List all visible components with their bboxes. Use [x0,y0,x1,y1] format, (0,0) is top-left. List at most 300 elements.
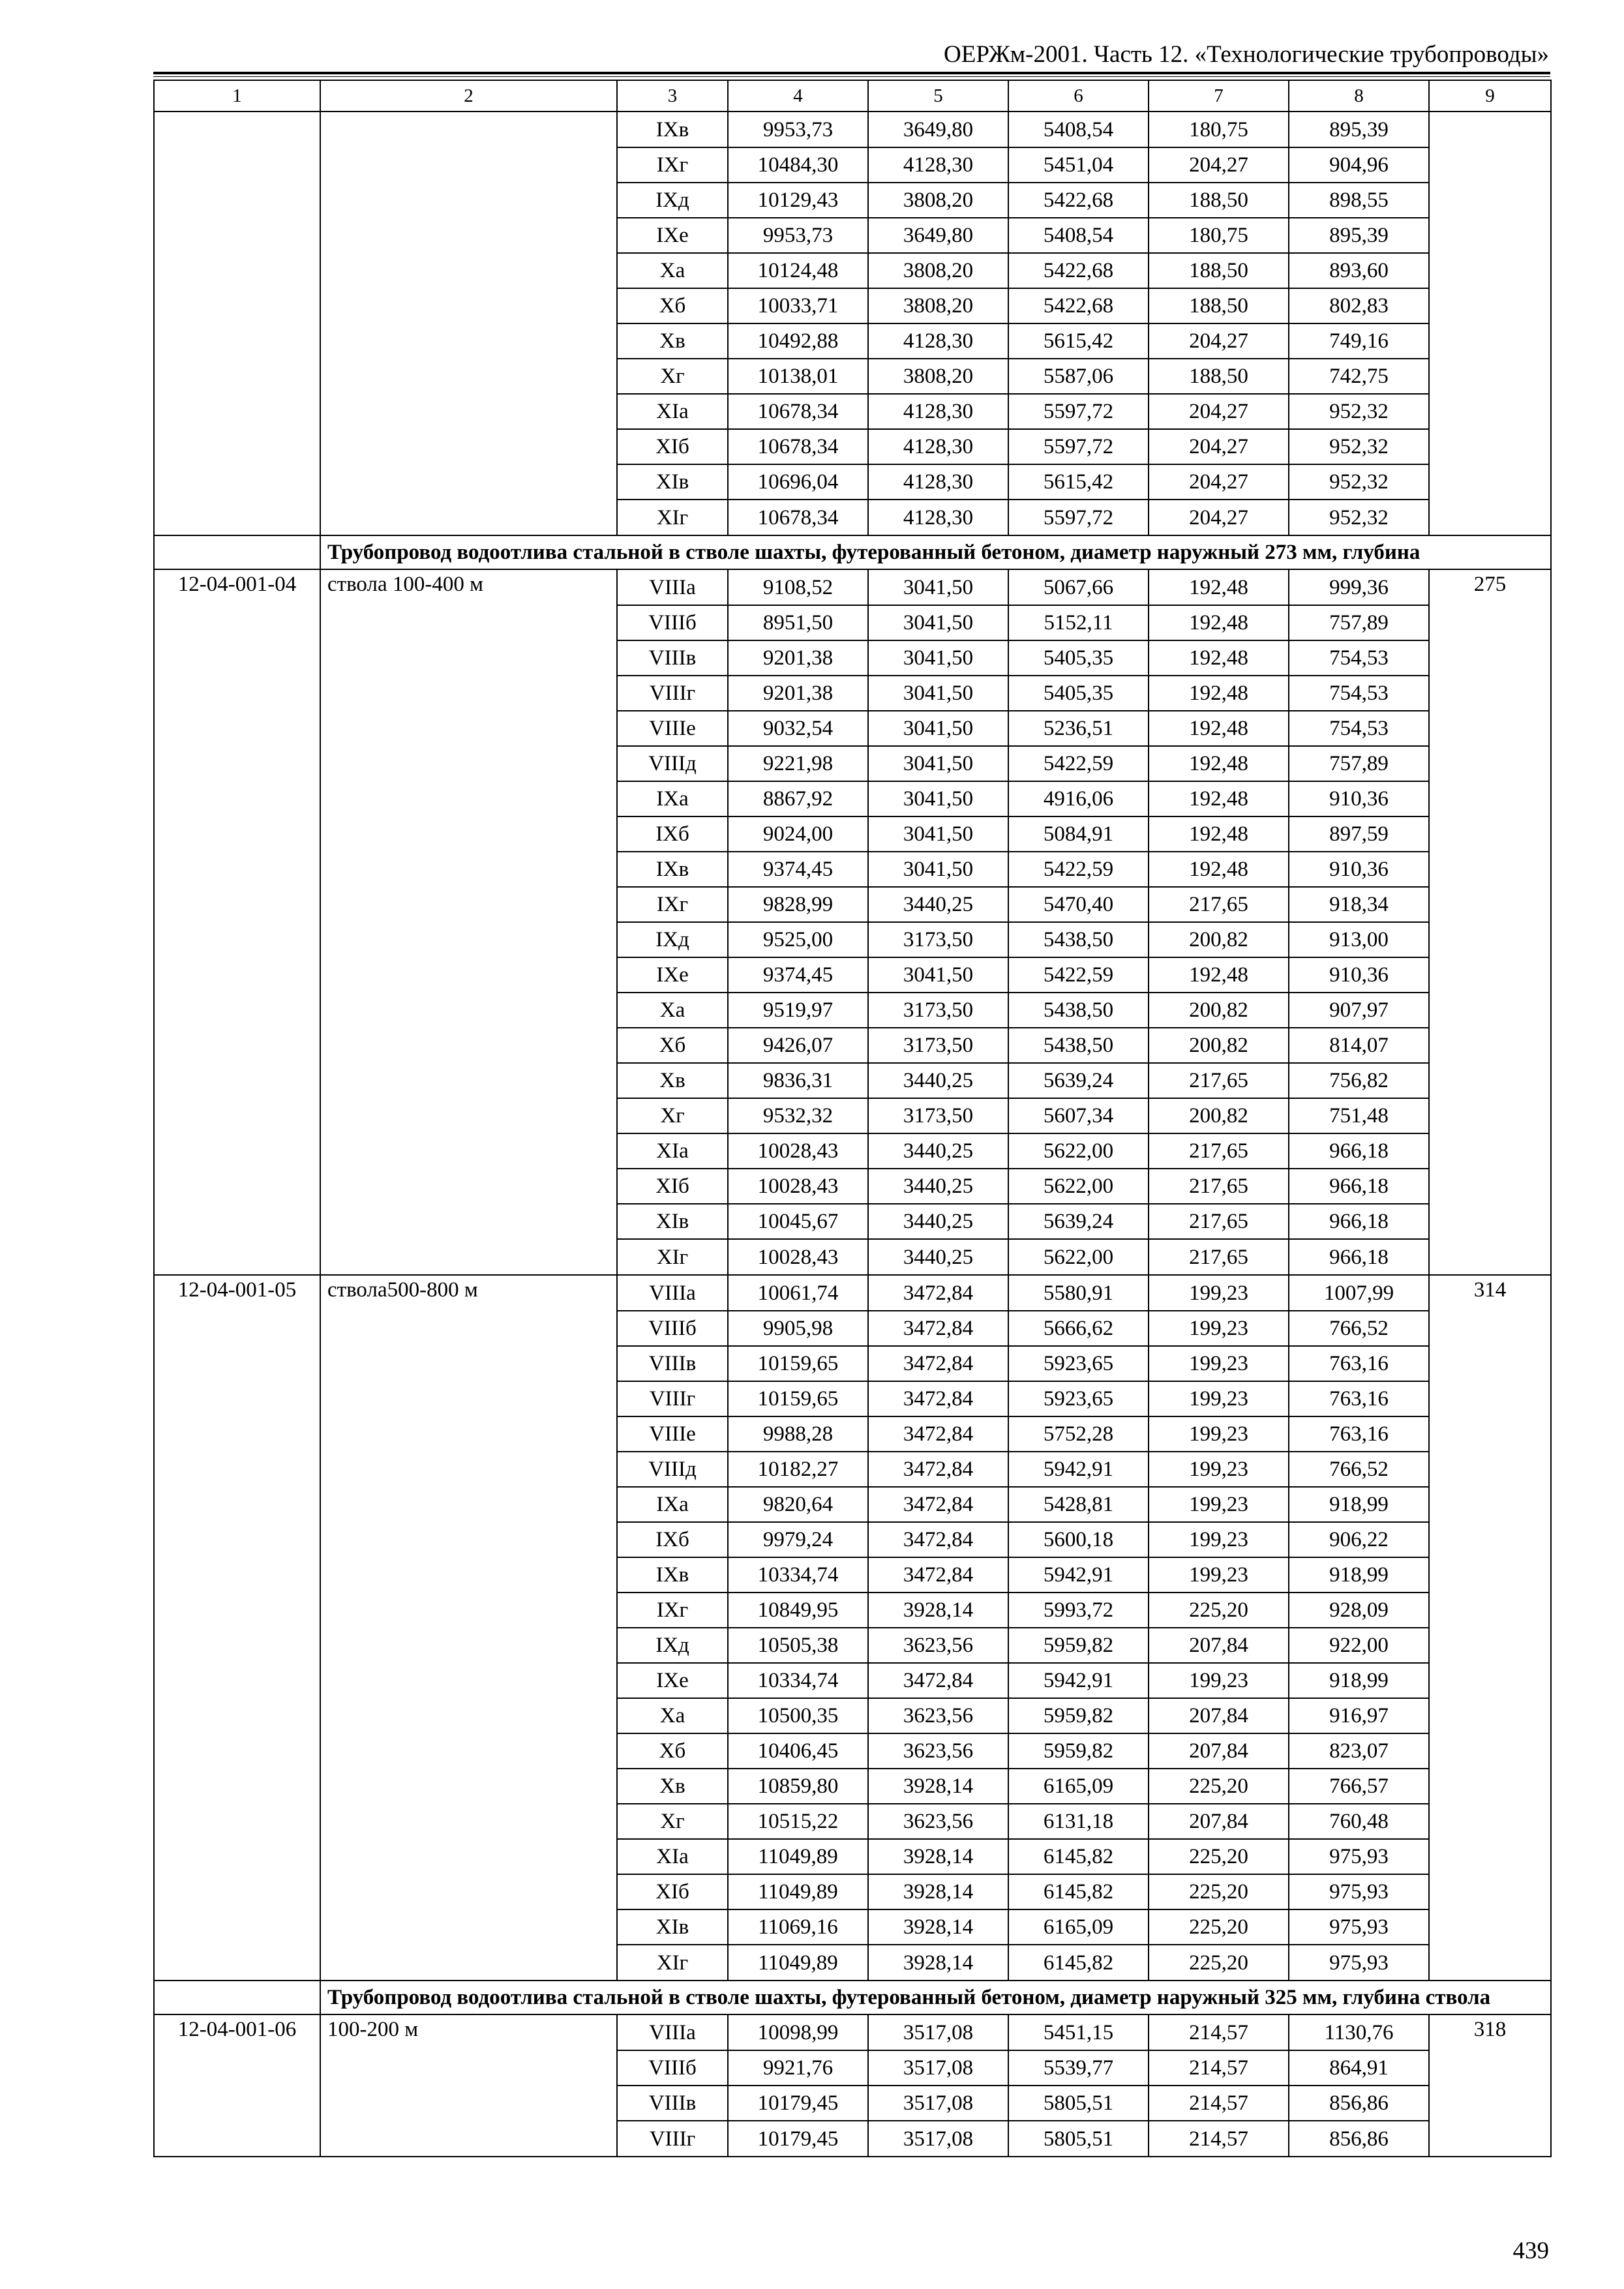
work-name-cell [320,1311,617,1346]
total-cost-cell: 10129,43 [728,183,868,218]
wages-cell: 3041,50 [868,676,1008,711]
materials-cell: 751,48 [1289,1098,1429,1133]
work-name-cell [320,1593,617,1628]
machines-cell: 5597,72 [1008,500,1149,535]
wages-cell: 3928,14 [868,1909,1008,1945]
rate-code-cell [154,1416,320,1452]
table-row [154,253,1551,288]
wages-cell: 3472,84 [868,1557,1008,1593]
table-row [154,605,1551,640]
machines-cell: 5470,40 [1008,887,1149,922]
section-title: Трубопровод водоотлива стальной в стволе шахты, футерованный бетоном, диаметр наружный 273 мм, глубина [320,535,1551,569]
machines-cell: 5422,68 [1008,288,1149,323]
zone-cell: IXд [617,1628,728,1663]
zone-cell: XIг [617,1945,728,1981]
zone-cell: IXе [617,957,728,993]
rate-code-cell: 12-04-001-05 [154,1275,320,1311]
materials-cell: 760,48 [1289,1804,1429,1839]
total-cost-cell: 10124,48 [728,253,868,288]
total-cost-cell: 10515,22 [728,1804,868,1839]
work-name-cell: ствола500-800 м [320,1275,617,1311]
zone-cell: IXв [617,112,728,147]
machinist-wages-cell: 199,23 [1149,1311,1289,1346]
wages-cell: 3649,80 [868,218,1008,253]
total-cost-cell: 10500,35 [728,1698,868,1733]
materials-cell: 856,86 [1289,2121,1429,2157]
zone-cell: IXб [617,816,728,852]
mass-cell [1429,1522,1551,1557]
work-name-cell [320,1416,617,1452]
column-number: 8 [1289,80,1429,112]
machines-cell: 5923,65 [1008,1381,1149,1416]
materials-cell: 754,53 [1289,711,1429,746]
machinist-wages-cell: 217,65 [1149,1133,1289,1169]
total-cost-cell: 10334,74 [728,1557,868,1593]
rate-code-cell [154,147,320,183]
wages-cell: 3472,84 [868,1346,1008,1381]
total-cost-cell: 10696,04 [728,464,868,500]
mass-cell [1429,464,1551,500]
materials-cell: 999,36 [1289,569,1429,605]
table-row [154,1416,1551,1452]
wages-cell: 3808,20 [868,253,1008,288]
work-name-cell [320,1063,617,1098]
total-cost-cell: 9201,38 [728,640,868,676]
mass-cell [1429,1769,1551,1804]
machinist-wages-cell: 204,27 [1149,394,1289,429]
rate-code-cell [154,429,320,464]
machinist-wages-cell: 192,48 [1149,640,1289,676]
table-row [154,1098,1551,1133]
column-number-row [154,80,1551,112]
work-name-cell [320,323,617,359]
total-cost-cell: 10159,65 [728,1381,868,1416]
work-name-cell [320,253,617,288]
zone-cell: VIIIб [617,1311,728,1346]
machines-cell: 5942,91 [1008,1452,1149,1487]
zone-cell: VIIIе [617,711,728,746]
machinist-wages-cell: 204,27 [1149,500,1289,535]
work-name-cell [320,2121,617,2157]
wages-cell: 3472,84 [868,1381,1008,1416]
machines-cell: 5942,91 [1008,1557,1149,1593]
wages-cell: 3623,56 [868,1628,1008,1663]
wages-cell: 4128,30 [868,429,1008,464]
rate-code-cell [154,1169,320,1204]
rate-code-cell [154,1769,320,1804]
zone-cell: IXе [617,218,728,253]
machinist-wages-cell: 200,82 [1149,1098,1289,1133]
materials-cell: 906,22 [1289,1522,1429,1557]
table-row [154,288,1551,323]
machines-cell: 5639,24 [1008,1204,1149,1239]
work-name-cell [320,464,617,500]
wages-cell: 3928,14 [868,1769,1008,1804]
total-cost-cell: 9519,97 [728,993,868,1028]
zone-cell: IXе [617,1663,728,1698]
machinist-wages-cell: 192,48 [1149,781,1289,816]
rate-code-cell [154,183,320,218]
zone-cell: XIа [617,394,728,429]
work-name-cell [320,1945,617,1981]
materials-cell: 975,93 [1289,1945,1429,1981]
work-name-cell [320,781,617,816]
total-cost-cell: 10045,67 [728,1204,868,1239]
machinist-wages-cell: 188,50 [1149,359,1289,394]
machinist-wages-cell: 199,23 [1149,1522,1289,1557]
work-name-cell [320,394,617,429]
rate-code-cell [154,1698,320,1733]
machines-cell: 5428,81 [1008,1487,1149,1522]
wages-cell: 4128,30 [868,500,1008,535]
rate-code-cell [154,746,320,781]
machines-cell: 5587,06 [1008,359,1149,394]
work-name-cell [320,500,617,535]
materials-cell: 952,32 [1289,500,1429,535]
machinist-wages-cell: 200,82 [1149,1028,1289,1063]
machines-cell: 5959,82 [1008,1628,1149,1663]
zone-cell: IXд [617,183,728,218]
machinist-wages-cell: 192,48 [1149,605,1289,640]
rate-code-cell [154,1945,320,1981]
machines-cell: 5422,59 [1008,852,1149,887]
column-number: 6 [1008,80,1149,112]
table-row [154,218,1551,253]
machines-cell: 5959,82 [1008,1733,1149,1769]
zone-cell: VIIIв [617,2086,728,2121]
mass-cell [1429,1557,1551,1593]
machines-cell: 5236,51 [1008,711,1149,746]
mass-cell [1429,1733,1551,1769]
table-row [154,1839,1551,1874]
header-rule-thin [153,76,1550,77]
mass-cell [1429,1381,1551,1416]
zone-cell: Xв [617,1063,728,1098]
mass-cell [1429,359,1551,394]
mass-cell [1429,1169,1551,1204]
mass-cell: 318 [1429,2014,1551,2050]
mass-cell [1429,1416,1551,1452]
machinist-wages-cell: 192,48 [1149,711,1289,746]
table-row [154,1346,1551,1381]
mass-cell [1429,816,1551,852]
wages-cell: 3623,56 [868,1804,1008,1839]
machinist-wages-cell: 225,20 [1149,1769,1289,1804]
machinist-wages-cell: 199,23 [1149,1275,1289,1311]
wages-cell: 3472,84 [868,1487,1008,1522]
total-cost-cell: 11049,89 [728,1839,868,1874]
mass-cell [1429,852,1551,887]
table-row [154,1909,1551,1945]
column-number: 5 [868,80,1008,112]
mass-cell [1429,1487,1551,1522]
work-name-cell [320,640,617,676]
table-row [154,1557,1551,1593]
zone-cell: VIIIб [617,2050,728,2086]
work-name-cell [320,1557,617,1593]
wages-cell: 4128,30 [868,323,1008,359]
machines-cell: 6131,18 [1008,1804,1149,1839]
zone-cell: Xг [617,1804,728,1839]
machines-cell: 5405,35 [1008,640,1149,676]
section-title-blank [154,1981,320,2014]
table-row [154,711,1551,746]
rate-code-cell [154,1839,320,1874]
table-row [154,993,1551,1028]
materials-cell: 910,36 [1289,957,1429,993]
wages-cell: 3173,50 [868,922,1008,957]
page-number: 439 [1512,2237,1549,2264]
zone-cell: VIIIв [617,640,728,676]
total-cost-cell: 10033,71 [728,288,868,323]
mass-cell [1429,711,1551,746]
work-name-cell [320,1522,617,1557]
wages-cell: 3041,50 [868,605,1008,640]
total-cost-cell: 10849,95 [728,1593,868,1628]
work-name-cell [320,1874,617,1909]
machines-cell: 6165,09 [1008,1769,1149,1804]
work-name-cell [320,1098,617,1133]
machines-cell: 5639,24 [1008,1063,1149,1098]
rate-code-cell [154,676,320,711]
rate-code-cell [154,1663,320,1698]
zone-cell: IXа [617,1487,728,1522]
mass-cell [1429,781,1551,816]
column-number: 4 [728,80,868,112]
mass-cell [1429,676,1551,711]
work-name-cell [320,1028,617,1063]
mass-cell [1429,605,1551,640]
total-cost-cell: 10138,01 [728,359,868,394]
mass-cell [1429,183,1551,218]
zone-cell: VIIIе [617,1416,728,1452]
section-title-row [154,535,1551,569]
materials-cell: 913,00 [1289,922,1429,957]
materials-cell: 966,18 [1289,1169,1429,1204]
work-name-cell: ствола 100-400 м [320,569,617,605]
work-name-cell: 100-200 м [320,2014,617,2050]
machinist-wages-cell: 217,65 [1149,887,1289,922]
total-cost-cell: 11049,89 [728,1945,868,1981]
machines-cell: 5805,51 [1008,2121,1149,2157]
work-name-cell [320,1169,617,1204]
table-row [154,1169,1551,1204]
rate-code-cell [154,1204,320,1239]
wages-cell: 3041,50 [868,711,1008,746]
wages-cell: 3928,14 [868,1874,1008,1909]
wages-cell: 4128,30 [868,394,1008,429]
wages-cell: 3041,50 [868,816,1008,852]
materials-cell: 749,16 [1289,323,1429,359]
mass-cell [1429,2050,1551,2086]
wages-cell: 3472,84 [868,1522,1008,1557]
materials-cell: 918,99 [1289,1557,1429,1593]
total-cost-cell: 10484,30 [728,147,868,183]
rate-code-cell [154,1628,320,1663]
materials-cell: 756,82 [1289,1063,1429,1098]
materials-cell: 1130,76 [1289,2014,1429,2050]
wages-cell: 3649,80 [868,112,1008,147]
machines-cell: 5597,72 [1008,429,1149,464]
rate-code-cell [154,887,320,922]
machinist-wages-cell: 188,50 [1149,288,1289,323]
materials-cell: 910,36 [1289,852,1429,887]
wages-cell: 3440,25 [868,1063,1008,1098]
materials-cell: 766,57 [1289,1769,1429,1804]
rate-code-cell [154,1733,320,1769]
materials-cell: 975,93 [1289,1839,1429,1874]
work-name-cell [320,816,617,852]
machines-cell: 5615,42 [1008,323,1149,359]
mass-cell [1429,1311,1551,1346]
wages-cell: 3440,25 [868,1133,1008,1169]
zone-cell: Xа [617,993,728,1028]
table-row [154,640,1551,676]
materials-cell: 763,16 [1289,1346,1429,1381]
machines-cell: 5752,28 [1008,1416,1149,1452]
wages-cell: 3041,50 [868,852,1008,887]
zone-cell: IXб [617,1522,728,1557]
column-number: 2 [320,80,617,112]
work-name-cell [320,183,617,218]
machinist-wages-cell: 217,65 [1149,1063,1289,1098]
wages-cell: 4128,30 [868,147,1008,183]
machinist-wages-cell: 199,23 [1149,1557,1289,1593]
machines-cell: 5438,50 [1008,1028,1149,1063]
zone-cell: XIа [617,1133,728,1169]
machines-cell: 6165,09 [1008,1909,1149,1945]
mass-cell [1429,1628,1551,1663]
rate-code-cell [154,112,320,147]
mass-cell [1429,887,1551,922]
rate-code-cell [154,993,320,1028]
rate-code-cell [154,1909,320,1945]
machines-cell: 5607,34 [1008,1098,1149,1133]
wages-cell: 3928,14 [868,1839,1008,1874]
materials-cell: 975,93 [1289,1909,1429,1945]
work-name-cell [320,993,617,1028]
table-row [154,464,1551,500]
table-row [154,676,1551,711]
wages-cell: 3928,14 [868,1593,1008,1628]
total-cost-cell: 9953,73 [728,218,868,253]
mass-cell [1429,1239,1551,1275]
zone-cell: Xа [617,1698,728,1733]
total-cost-cell: 9836,31 [728,1063,868,1098]
rate-code-cell [154,1804,320,1839]
work-name-cell [320,1133,617,1169]
total-cost-cell: 10028,43 [728,1169,868,1204]
table-row [154,1945,1551,1981]
machinist-wages-cell: 204,27 [1149,323,1289,359]
column-number: 1 [154,80,320,112]
mass-cell [1429,1133,1551,1169]
mass-cell [1429,746,1551,781]
column-number: 9 [1429,80,1551,112]
machines-cell: 5451,15 [1008,2014,1149,2050]
wages-cell: 3517,08 [868,2086,1008,2121]
work-name-cell [320,1909,617,1945]
rate-code-cell [154,288,320,323]
total-cost-cell: 10859,80 [728,1769,868,1804]
wages-cell: 3041,50 [868,640,1008,676]
zone-cell: VIIIд [617,746,728,781]
materials-cell: 897,59 [1289,816,1429,852]
zone-cell: XIг [617,1239,728,1275]
materials-cell: 742,75 [1289,359,1429,394]
work-name-cell [320,1733,617,1769]
work-name-cell [320,147,617,183]
work-name-cell [320,605,617,640]
wages-cell: 3517,08 [868,2121,1008,2157]
zone-cell: Xб [617,1733,728,1769]
machinist-wages-cell: 217,65 [1149,1204,1289,1239]
rate-code-cell [154,218,320,253]
work-name-cell [320,887,617,922]
work-name-cell [320,1487,617,1522]
rate-code-cell [154,1028,320,1063]
work-name-cell [320,1346,617,1381]
machinist-wages-cell: 192,48 [1149,816,1289,852]
table-row [154,957,1551,993]
work-name-cell [320,218,617,253]
total-cost-cell: 9426,07 [728,1028,868,1063]
table-row [154,1487,1551,1522]
work-name-cell [320,1239,617,1275]
zone-cell: IXг [617,887,728,922]
machines-cell: 6145,82 [1008,1945,1149,1981]
price-table [153,80,1552,2157]
total-cost-cell: 9979,24 [728,1522,868,1557]
total-cost-cell: 10492,88 [728,323,868,359]
work-name-cell [320,1204,617,1239]
table-row [154,500,1551,535]
materials-cell: 766,52 [1289,1311,1429,1346]
work-name-cell [320,2086,617,2121]
machines-cell: 5084,91 [1008,816,1149,852]
total-cost-cell: 9201,38 [728,676,868,711]
total-cost-cell: 9905,98 [728,1311,868,1346]
zone-cell: XIв [617,1204,728,1239]
machines-cell: 5422,59 [1008,746,1149,781]
materials-cell: 966,18 [1289,1239,1429,1275]
zone-cell: IXг [617,147,728,183]
wages-cell: 3041,50 [868,746,1008,781]
mass-cell [1429,1874,1551,1909]
wages-cell: 3173,50 [868,1028,1008,1063]
table-row [154,816,1551,852]
zone-cell: IXг [617,1593,728,1628]
table-row [154,1628,1551,1663]
machinist-wages-cell: 207,84 [1149,1698,1289,1733]
machines-cell: 5622,00 [1008,1239,1149,1275]
materials-cell: 1007,99 [1289,1275,1429,1311]
table-row [154,1769,1551,1804]
wages-cell: 3472,84 [868,1452,1008,1487]
rate-code-cell [154,816,320,852]
total-cost-cell: 8867,92 [728,781,868,816]
machinist-wages-cell: 214,57 [1149,2086,1289,2121]
materials-cell: 966,18 [1289,1204,1429,1239]
rate-code-cell [154,359,320,394]
machinist-wages-cell: 199,23 [1149,1346,1289,1381]
wages-cell: 3041,50 [868,569,1008,605]
work-name-cell [320,429,617,464]
work-name-cell [320,957,617,993]
header-rule-thick [153,72,1550,74]
table-row [154,1133,1551,1169]
wages-cell: 3041,50 [868,957,1008,993]
